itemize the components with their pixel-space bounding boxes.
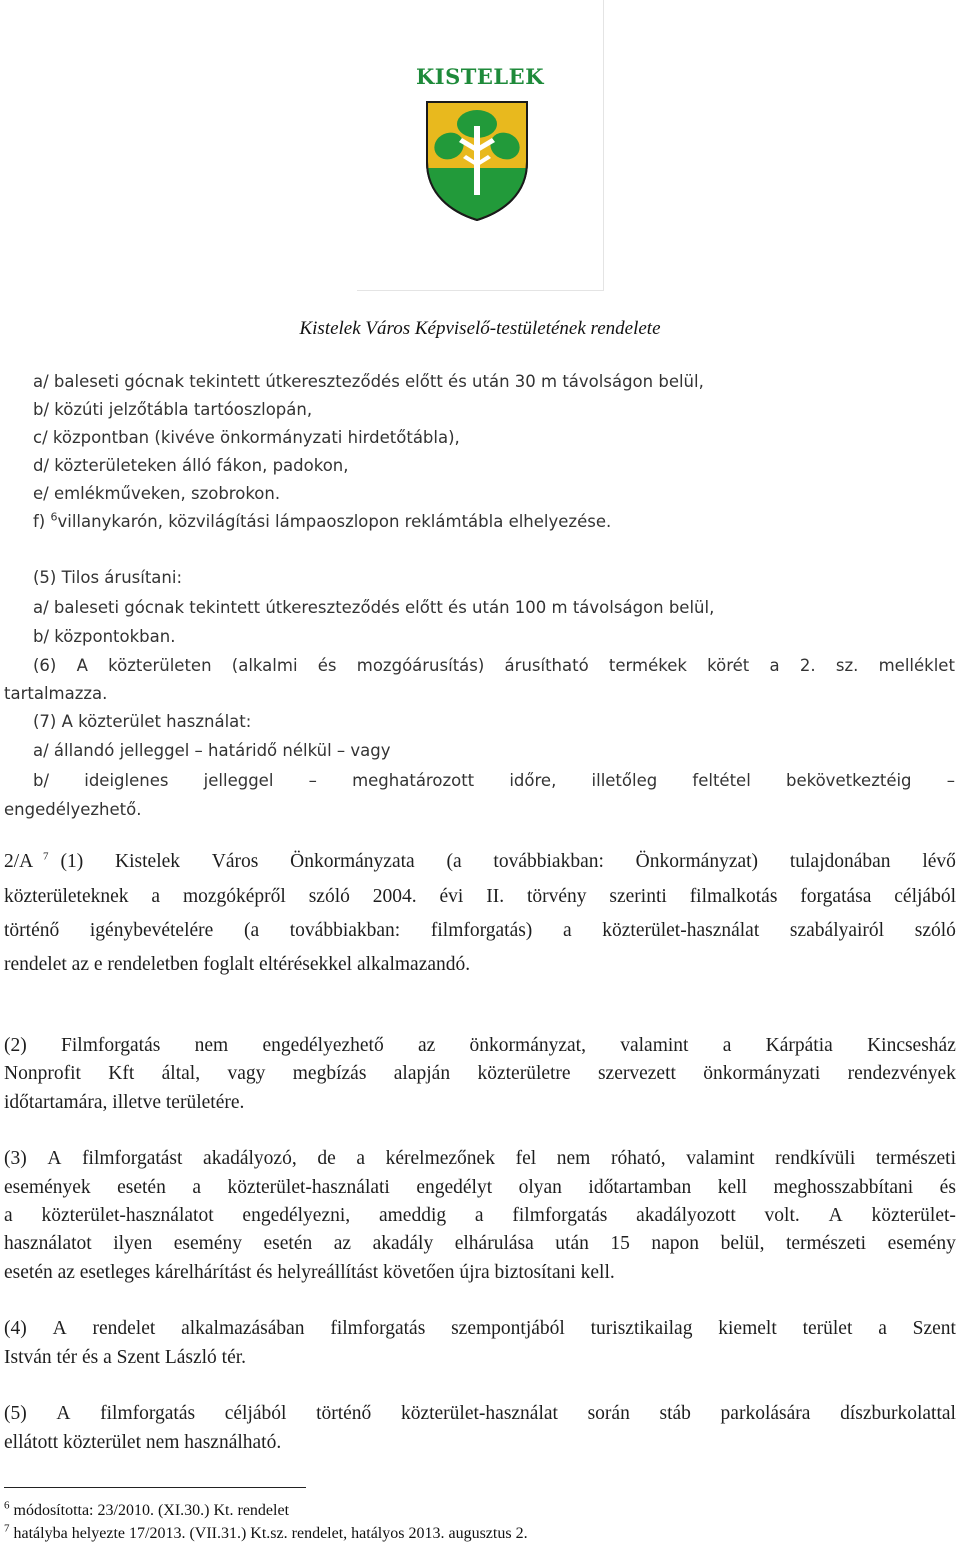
- word: időtartamban: [588, 1177, 692, 1198]
- word: díszburkolattal: [840, 1403, 956, 1424]
- word: a: [4, 1205, 13, 1226]
- section-2-line: [4, 1063, 956, 1085]
- word: –: [946, 771, 955, 790]
- word: jelleggel: [203, 771, 274, 790]
- word: a: [151, 886, 161, 907]
- section-7-item-b: [33, 771, 955, 790]
- word: engedélyt: [416, 1177, 493, 1198]
- word: a: [356, 1148, 365, 1169]
- word: termékek: [608, 656, 687, 675]
- word: során: [587, 1403, 630, 1424]
- word: filmforgatás): [430, 920, 533, 941]
- word: (1): [60, 851, 84, 872]
- word: Filmforgatás: [61, 1035, 161, 1056]
- word: –: [308, 771, 317, 790]
- section-7-item-b-cont: engedélyezhető.: [4, 800, 142, 819]
- word: közterület-: [871, 1205, 956, 1226]
- list-item: c/ központban (kivéve önkormányzati hirdetőtábla),: [33, 428, 460, 447]
- list-item: e/ emlékműveken, szobrokon.: [33, 484, 281, 503]
- word: és: [317, 656, 337, 675]
- word: esemény: [887, 1233, 956, 1254]
- word: volt.: [764, 1205, 800, 1226]
- word: feltétel: [692, 771, 751, 790]
- document-title: Kistelek Város Képviselő-testületének rendelete: [299, 318, 661, 339]
- word: céljából: [224, 1403, 287, 1424]
- word: akadályozó,: [203, 1148, 297, 1169]
- list-item: d/ közterületeken álló fákon, padokon,: [33, 456, 349, 475]
- word: Szent: [912, 1318, 956, 1339]
- word: akadály: [372, 1233, 434, 1254]
- word: meghatározott: [352, 771, 475, 790]
- footnote: $^7$ hatályba helyezte 17/2013. (VII.31.) Kt.sz. rendelet, hatályos 2013. augusztus 2.: [4, 1522, 528, 1542]
- word: tulajdonában: [789, 851, 891, 872]
- word: bekövetkeztéig: [786, 771, 912, 790]
- word: 2004.: [372, 886, 417, 907]
- word: továbbiakban:: [493, 851, 604, 872]
- section-5-item-b: b/ központokban.: [33, 627, 176, 646]
- word: céljából: [894, 886, 956, 907]
- word: ilyen: [113, 1233, 153, 1254]
- section-5-item-a: a/ baleseti gócnak tekintett útkereszteződés előtt és után 100 m távolságon belül,: [33, 598, 715, 617]
- word: körét: [707, 656, 750, 675]
- word: kiemelt: [718, 1318, 777, 1339]
- word: szóló: [914, 920, 956, 941]
- word: közterület-használat: [400, 1403, 558, 1424]
- word: filmalkotás: [689, 886, 778, 907]
- word: (6): [33, 656, 57, 675]
- list-item-f: [33, 512, 611, 531]
- section-5-film-line: ellátott közterület nem használható.: [4, 1432, 282, 1453]
- word: az: [333, 1233, 352, 1254]
- section-2-line: időtartamára, illetve területére.: [4, 1092, 245, 1113]
- word: a: [722, 1035, 732, 1056]
- word: önkormányzat,: [469, 1035, 586, 1056]
- word: elhárulása: [454, 1233, 534, 1254]
- section-2-line: [4, 1035, 956, 1057]
- word: nem: [194, 1035, 229, 1056]
- word: után: [555, 1233, 589, 1254]
- list-item-f-prefix: f): [33, 512, 46, 531]
- section-4-line: István tér és a Szent László tér.: [4, 1347, 247, 1368]
- word: megbízás: [292, 1063, 367, 1084]
- word: Önkormányzata: [290, 851, 415, 872]
- section-7-heading: (7) A közterület használat:: [33, 712, 252, 731]
- word: róható,: [610, 1148, 666, 1169]
- word: rendelet: [92, 1318, 156, 1339]
- word: önkormányzati: [703, 1063, 821, 1084]
- word: mozgóárusítás): [356, 656, 485, 675]
- word: rendkívüli: [775, 1148, 856, 1169]
- word: (5): [4, 1403, 27, 1424]
- word: alapján: [393, 1063, 451, 1084]
- word: által,: [161, 1063, 201, 1084]
- word: 15: [610, 1233, 630, 1254]
- word: törvény: [526, 886, 587, 907]
- word: lévő: [922, 851, 956, 872]
- word: (3): [4, 1148, 27, 1169]
- list-item-f-text: villanykarón, közvilágítási lámpaoszlopon reklámtábla elhelyezése.: [57, 512, 612, 531]
- section-2a-line: rendelet az e rendeletben foglalt eltérésekkel alkalmazandó.: [4, 954, 471, 975]
- footnote-ref-6: 6: [50, 510, 58, 524]
- section-5-heading: (5) Tilos árusítani:: [33, 568, 183, 587]
- word: a: [192, 1177, 201, 1198]
- word: használatot: [4, 1233, 92, 1254]
- word: történő: [316, 1403, 372, 1424]
- section-3-line: [4, 1177, 956, 1199]
- word: a: [878, 1318, 887, 1339]
- section-2a-line: [4, 886, 956, 908]
- word: valamint: [686, 1148, 755, 1169]
- word: a: [769, 656, 780, 675]
- word: ameddig: [378, 1205, 447, 1226]
- word: de: [317, 1148, 336, 1169]
- word: szerinti: [609, 886, 667, 907]
- word: napon: [651, 1233, 700, 1254]
- word: közterület-használatot: [41, 1205, 214, 1226]
- word: filmforgatás: [100, 1403, 196, 1424]
- word: (2): [4, 1035, 27, 1056]
- section-3-line: [4, 1148, 956, 1170]
- word: melléklet: [878, 656, 955, 675]
- word: filmforgatás: [512, 1205, 608, 1226]
- word: szabályairól: [789, 920, 885, 941]
- section-3-line: [4, 1233, 956, 1255]
- word: közterületre: [477, 1063, 571, 1084]
- word: évi: [439, 886, 464, 907]
- section-5-film-line: [4, 1403, 956, 1425]
- word: II.: [486, 886, 505, 907]
- word: történő: [4, 920, 60, 941]
- word: A: [76, 656, 88, 675]
- word: események: [4, 1177, 91, 1198]
- section-4-line: [4, 1318, 956, 1340]
- section-2a-lead: 2/A $^7$: [4, 850, 49, 872]
- word: parkolására: [720, 1403, 811, 1424]
- word: kell: [717, 1177, 748, 1198]
- word: engedélyezni,: [242, 1205, 351, 1226]
- section-3-line: [4, 1205, 956, 1227]
- word: filmforgatást: [82, 1148, 183, 1169]
- section-7-item-a: a/ állandó jelleggel – határidő nélkül – vagy: [33, 741, 391, 760]
- word: filmforgatás: [330, 1318, 426, 1339]
- word: szóló: [308, 886, 350, 907]
- word: Kft: [108, 1063, 135, 1084]
- section-2a-line: [4, 920, 956, 942]
- word: természeti: [875, 1148, 956, 1169]
- list-item: a/ baleseti gócnak tekintett útkereszteződés előtt és után 30 m távolságon belül,: [33, 372, 704, 391]
- word: természeti: [785, 1233, 867, 1254]
- word: b/: [33, 771, 50, 790]
- word: fel: [515, 1148, 537, 1169]
- word: sz.: [835, 656, 859, 675]
- word: (a: [243, 920, 260, 941]
- footnote-separator: [4, 1487, 306, 1488]
- word: közterület-használati: [227, 1177, 390, 1198]
- word: A: [47, 1148, 62, 1169]
- word: Város: [211, 851, 259, 872]
- word: Kincsesház: [867, 1035, 956, 1056]
- word: A: [52, 1318, 67, 1339]
- word: esemény: [173, 1233, 242, 1254]
- word: szervezett: [597, 1063, 676, 1084]
- word: belül,: [720, 1233, 765, 1254]
- word: és: [939, 1177, 956, 1198]
- section-3-line: esetén az esetleges kárelhárítást és helyreállítást követően újra biztosítani kell.: [4, 1262, 615, 1283]
- word: terület: [802, 1318, 853, 1339]
- word: turisztikailag: [590, 1318, 693, 1339]
- word: esetén: [117, 1177, 166, 1198]
- footnote-ref-7: 7: [43, 850, 49, 863]
- word: mozgóképről: [182, 886, 286, 907]
- word: továbbiakban:: [289, 920, 401, 941]
- word: stáb: [659, 1403, 691, 1424]
- crest-title: KISTELEK: [416, 64, 544, 89]
- word: (a: [446, 851, 462, 872]
- word: (alkalmi: [231, 656, 298, 675]
- word: közterületeknek: [4, 886, 129, 907]
- word: időre,: [509, 771, 557, 790]
- word: forgatása: [800, 886, 872, 907]
- word: rendezvények: [847, 1063, 956, 1084]
- word: Önkormányzat): [635, 851, 759, 872]
- word: Kárpátia: [765, 1035, 833, 1056]
- footnote: $^6$ módosította: 23/2010. (XI.30.) Kt. rendelet: [4, 1499, 290, 1519]
- word: illetőleg: [591, 771, 658, 790]
- word: olyan: [518, 1177, 562, 1198]
- word: a: [562, 920, 572, 941]
- word: (4): [4, 1318, 27, 1339]
- word: engedélyezhető: [262, 1035, 384, 1056]
- word: A: [828, 1205, 843, 1226]
- word: Kistelek: [115, 851, 181, 872]
- word: közterület-használat: [602, 920, 760, 941]
- word: esetén: [263, 1233, 313, 1254]
- section-6-line: [33, 656, 955, 675]
- word: ideiglenes: [84, 771, 169, 790]
- word: nem: [556, 1148, 591, 1169]
- word: kérelmezőnek: [385, 1148, 495, 1169]
- word: vagy: [227, 1063, 266, 1084]
- word: igénybevételére: [89, 920, 214, 941]
- word: 2.: [799, 656, 816, 675]
- list-item: b/ közúti jelzőtábla tartóoszlopán,: [33, 400, 313, 419]
- coat-of-arms-icon: [425, 100, 529, 222]
- word: Nonprofit: [4, 1063, 81, 1084]
- word: A: [56, 1403, 71, 1424]
- word: meghosszabbítani: [773, 1177, 914, 1198]
- word: közterületen: [108, 656, 212, 675]
- word: valamint: [620, 1035, 689, 1056]
- word: akadályozott: [636, 1205, 736, 1226]
- section-6-line: tartalmazza.: [4, 684, 108, 703]
- word: alkalmazásában: [181, 1318, 305, 1339]
- section-2a-line: [4, 851, 956, 873]
- word: árusítható: [504, 656, 589, 675]
- word: szempontjából: [451, 1318, 565, 1339]
- word: a: [474, 1205, 484, 1226]
- word: az: [417, 1035, 436, 1056]
